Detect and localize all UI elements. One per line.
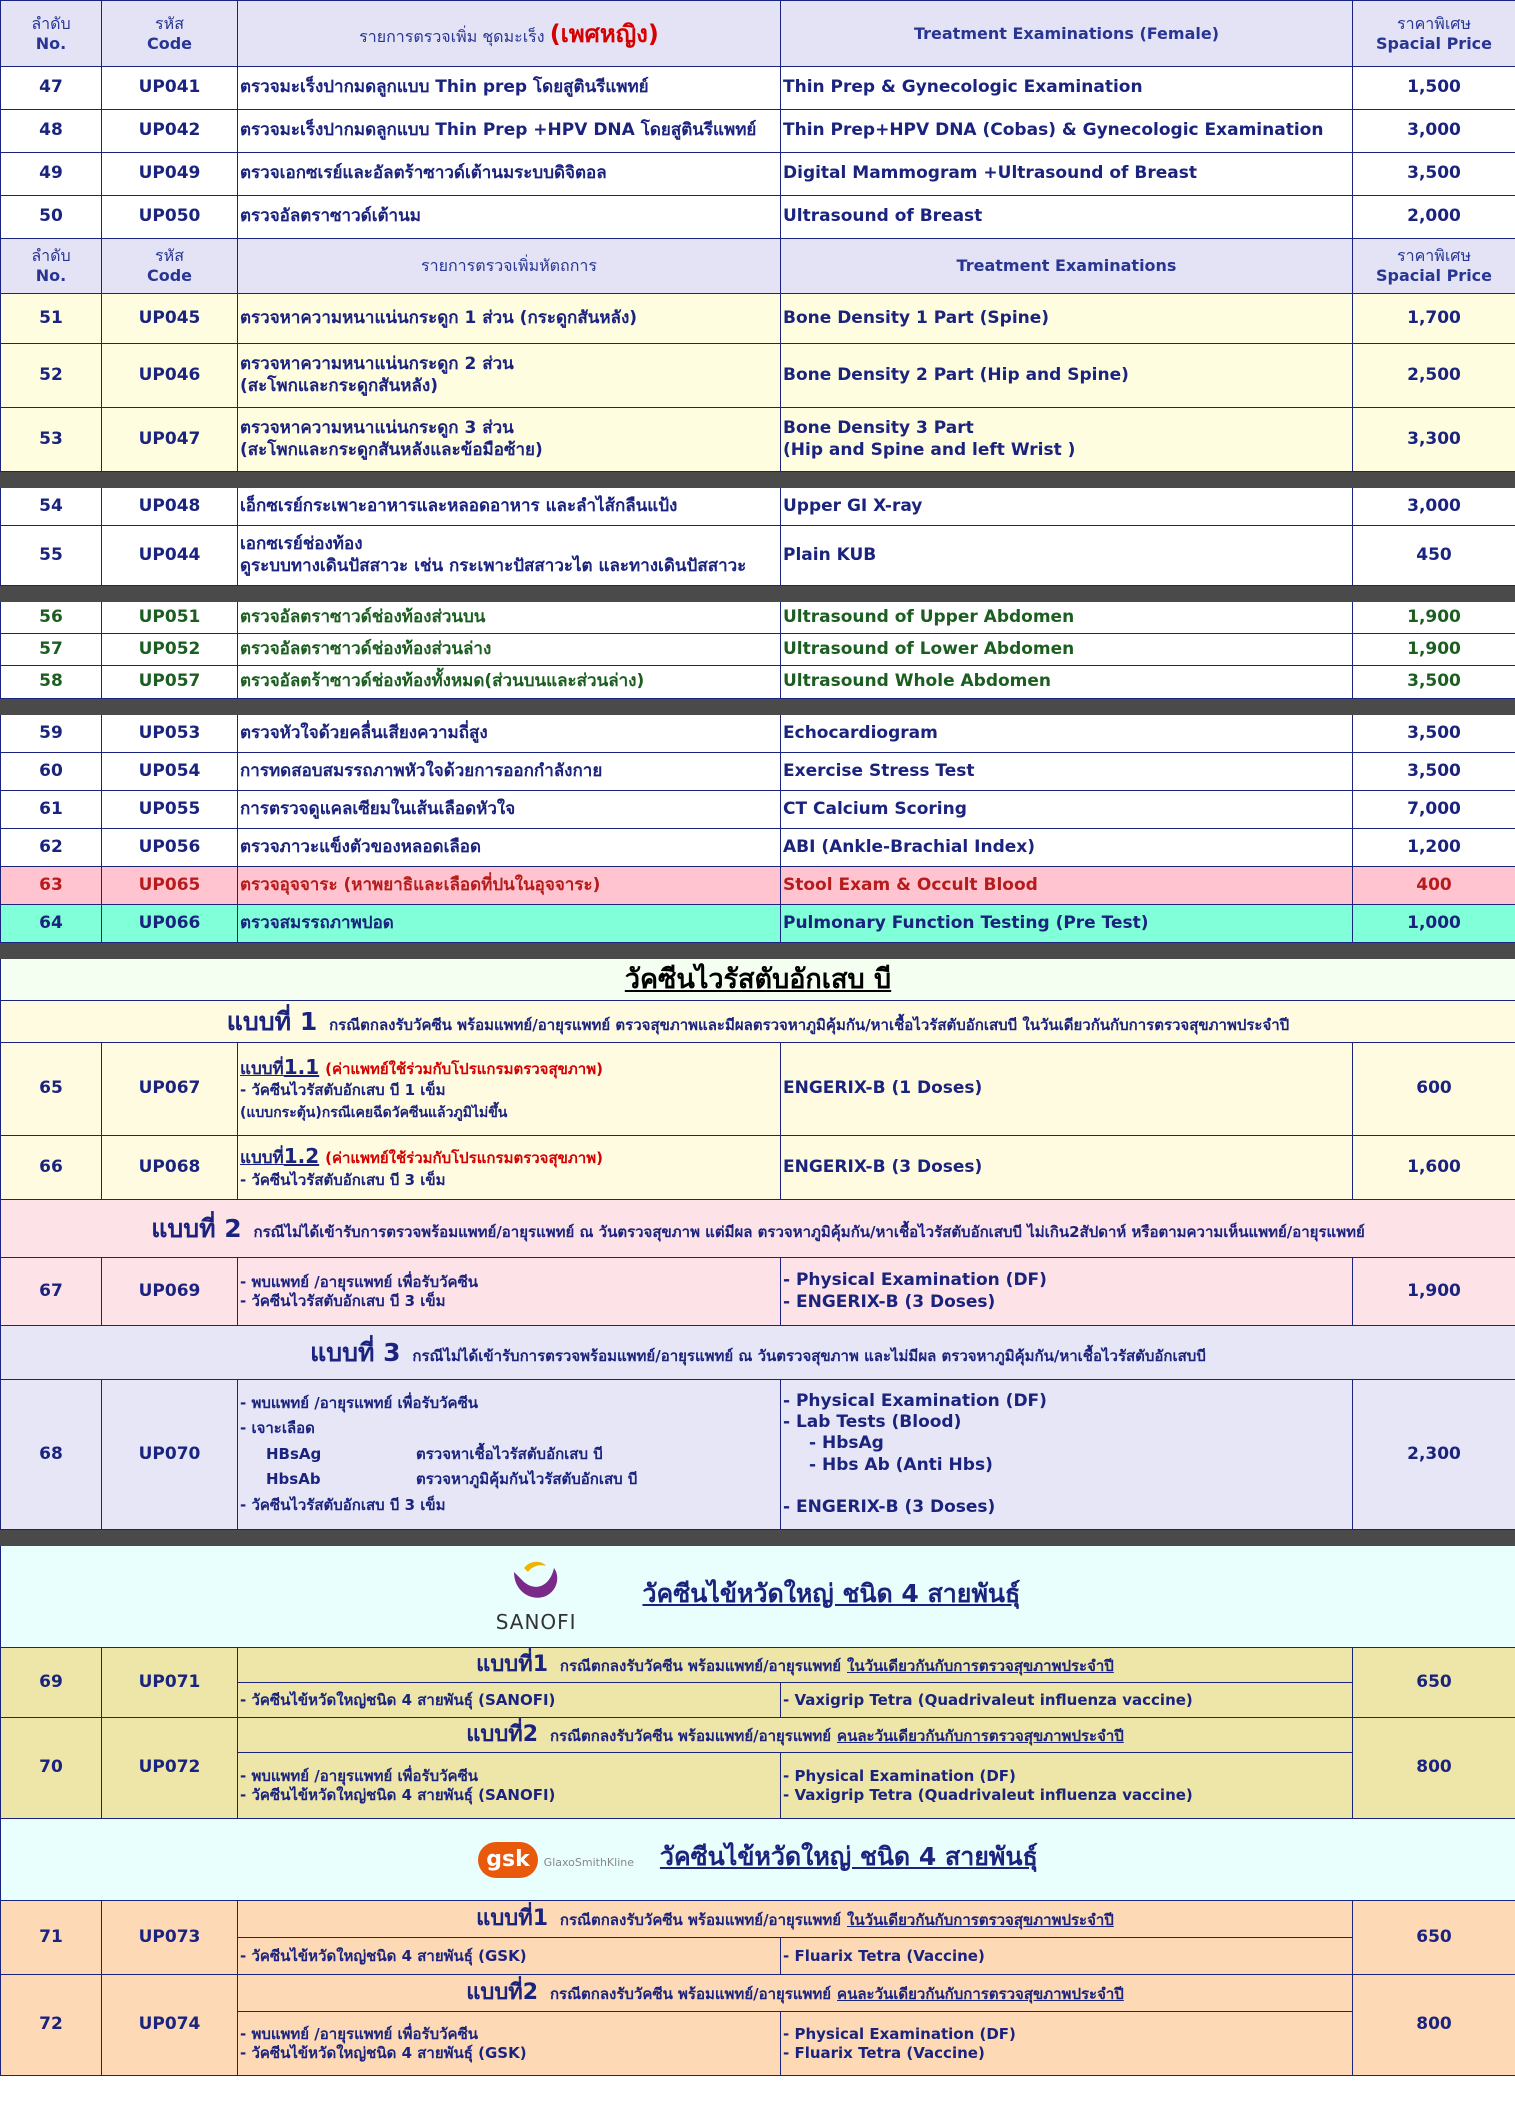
table-cell: - Physical Examination (DF) - ENGERIX-B (3 Doses) (781, 1258, 1353, 1326)
table-cell: Ultrasound of Breast (781, 196, 1353, 239)
table-cell: Bone Density 3 Part (Hip and Spine and left Wrist ) (781, 408, 1353, 472)
table-cell: 400 (1353, 867, 1515, 905)
flu-gsk-title-row (1, 1819, 1515, 1901)
female-label: (เพศหญิง) (549, 19, 659, 48)
hepb-plan3-row (1, 1326, 1515, 1380)
table-cell: 65 (1, 1043, 102, 1136)
table-cell: การทดสอบสมรรถภาพหัวใจด้วยการออกกำลังกาย (238, 753, 781, 791)
table-cell: - Fluarix Tetra (Vaccine) (781, 1938, 1353, 1975)
flu-sanofi-title-row (1, 1546, 1515, 1648)
table-cell: การตรวจดูแคลเซียมในเส้นเลือดหัวใจ (238, 791, 781, 829)
table-row (1, 344, 1515, 408)
header-code: รหัส Code (102, 1, 238, 67)
table-cell: ตรวจหาความหนาแน่นกระดูก 2 ส่วน (สะโพกและกระดูกสันหลัง) (238, 344, 781, 408)
header-price: ราคาพิเศษ Spacial Price (1353, 239, 1515, 294)
table-cell: UP066 (102, 905, 238, 943)
table-cell (1, 472, 1515, 488)
header-no: ลำดับ No. (1, 239, 102, 294)
header-treatment: Treatment Examinations (Female) (781, 1, 1353, 67)
table-cell (1, 586, 1515, 602)
table-cell: 1,900 (1353, 602, 1515, 634)
table-row (1, 196, 1515, 239)
table-cell (1, 959, 1515, 1001)
table-cell (1, 1546, 1515, 1648)
table-row (1, 488, 1515, 526)
table-row (1, 1975, 1515, 2012)
table-cell: ตรวจอัลตร้าซาวด์ช่องท้องทั้งหมด(ส่วนบนและส่วนล่าง) (238, 666, 781, 699)
table-cell: UP050 (102, 196, 238, 239)
table-cell: 2,500 (1353, 344, 1515, 408)
gsk-logo: gsk GlaxoSmithKline (478, 1842, 634, 1878)
table-cell: 68 (1, 1380, 102, 1530)
table-cell: Ultrasound of Upper Abdomen (781, 602, 1353, 634)
table-row (1, 602, 1515, 634)
table-cell: ตรวจอัลตราซาวด์ช่องท้องส่วนล่าง (238, 634, 781, 666)
table-row (1, 753, 1515, 791)
table-row (1, 1380, 1515, 1530)
table-cell: UP071 (102, 1648, 238, 1718)
table-row (1, 1901, 1515, 1938)
separator (1, 586, 1515, 602)
table-cell: UP044 (102, 526, 238, 586)
hepb-section-title-row (1, 959, 1515, 1001)
table-row (1, 294, 1515, 344)
table-cell: 2,000 (1353, 196, 1515, 239)
table-row (1, 1043, 1515, 1136)
table-cell: UP069 (102, 1258, 238, 1326)
table-cell: UP074 (102, 1975, 238, 2076)
table-cell (1, 1530, 1515, 1546)
table-cell: ตรวจสมรรถภาพปอด (238, 905, 781, 943)
table-cell: แบบที่2 กรณีตกลงรับวัคซีน พร้อมแพทย์/อายุรแพทย์ คนละวันเดียวกันกับการตรวจสุขภาพประจำปี (238, 1718, 1353, 1753)
table-cell: แบบที่1.1 (ค่าแพทย์ใช้ร่วมกับโปรแกรมตรวจสุขภาพ) - วัคซีนไวรัสตับอักเสบ บี 1 เข็ม (แบบกระตุ้น)กรณีเคยฉีดวัคซีนแล้วภูมิไม่ขึ้น (238, 1043, 781, 1136)
table-cell: - Physical Examination (DF) - Lab Tests (Blood) - HbsAg - Hbs Ab (Anti Hbs) - ENGERIX-B (3 Doses) (781, 1380, 1353, 1530)
table-cell: 2,300 (1353, 1380, 1515, 1530)
table-row (1, 634, 1515, 666)
table-cell: Bone Density 1 Part (Spine) (781, 294, 1353, 344)
table-row (1, 526, 1515, 586)
table-cell (1, 943, 1515, 959)
table-cell: ตรวจมะเร็งปากมดลูกแบบ Thin Prep +HPV DNA โดยสูตินรีแพทย์ (238, 110, 781, 153)
table-cell: 51 (1, 294, 102, 344)
table-cell: Ultrasound of Lower Abdomen (781, 634, 1353, 666)
table-cell: UP046 (102, 344, 238, 408)
table-cell: - วัคซีนไข้หวัดใหญ่ชนิด 4 สายพันธุ์ (GSK) (238, 1938, 781, 1975)
table-cell: - Vaxigrip Tetra (Quadrivaleut influenza vaccine) (781, 1683, 1353, 1718)
table-cell: แบบที่1 กรณีตกลงรับวัคซีน พร้อมแพทย์/อายุรแพทย์ ในวันเดียวกันกับการตรวจสุขภาพประจำปี (238, 1901, 1353, 1938)
table-row (1, 1648, 1515, 1683)
table-cell: UP057 (102, 666, 238, 699)
table-cell: 71 (1, 1901, 102, 1975)
table-row (1, 867, 1515, 905)
header-treatment: Treatment Examinations (781, 239, 1353, 294)
table-cell: 7,000 (1353, 791, 1515, 829)
table-cell: UP067 (102, 1043, 238, 1136)
table-cell: UP070 (102, 1380, 238, 1530)
flu-sanofi-title: วัคซีนไข้หวัดใหญ่ ชนิด 4 สายพันธุ์ (642, 1578, 1021, 1608)
table-cell: ตรวจอุจจาระ (หาพยาธิและเลือดที่ปนในอุจจาระ) (238, 867, 781, 905)
table-cell: แบบที่ 3 กรณีไม่ได้เข้ารับการตรวจพร้อมแพทย์/อายุรแพทย์ ณ วันตรวจสุขภาพ และไม่มีผล ตรวจหาภูมิคุ้มกัน/หาเชื้อไวรัสตับอักเสบบี (1, 1326, 1515, 1380)
table-cell: UP047 (102, 408, 238, 472)
table-cell: 3,500 (1353, 666, 1515, 699)
table-cell: Plain KUB (781, 526, 1353, 586)
hepb-plan1-row (1, 1001, 1515, 1043)
table-cell: 56 (1, 602, 102, 634)
table-cell: Ultrasound Whole Abdomen (781, 666, 1353, 699)
table-cell: 63 (1, 867, 102, 905)
table-cell: 70 (1, 1718, 102, 1819)
header-item: รายการตรวจเพิ่มหัตถการ (238, 239, 781, 294)
table-cell: 3,000 (1353, 110, 1515, 153)
table-cell: - Physical Examination (DF) - Vaxigrip Tetra (Quadrivaleut influenza vaccine) (781, 1753, 1353, 1819)
table-cell: 1,000 (1353, 905, 1515, 943)
table-cell: Echocardiogram (781, 715, 1353, 753)
table-row (1, 1136, 1515, 1200)
table-cell: ABI (Ankle-Brachial Index) (781, 829, 1353, 867)
table-cell: UP045 (102, 294, 238, 344)
table-cell: ตรวจมะเร็งปากมดลูกแบบ Thin prep โดยสูตินรีแพทย์ (238, 67, 781, 110)
table-row (1, 110, 1515, 153)
table-cell: 64 (1, 905, 102, 943)
table-cell: ตรวจหัวใจด้วยคลื่นเสียงความถี่สูง (238, 715, 781, 753)
hepb-plan2-row (1, 1200, 1515, 1258)
table-cell: 59 (1, 715, 102, 753)
table-cell: UP042 (102, 110, 238, 153)
table-cell: ENGERIX-B (1 Doses) (781, 1043, 1353, 1136)
table-cell: UP072 (102, 1718, 238, 1819)
table-cell: แบบที่ 2 กรณีไม่ได้เข้ารับการตรวจพร้อมแพทย์/อายุรแพทย์ ณ วันตรวจสุขภาพ แต่มีผล ตรวจหาภูมิคุ้มกัน/หาเชื้อไวรัสตับอักเสบบี ไม่เกิน2สัปดาห์ หรือตามความเห็นแพทย์/อายุรแพทย์ (1, 1200, 1515, 1258)
table-row (1, 666, 1515, 699)
table-cell: ตรวจหาความหนาแน่นกระดูก 1 ส่วน (กระดูกสันหลัง) (238, 294, 781, 344)
table-cell: ตรวจเอกซเรย์และอัลตร้าซาวด์เต้านมระบบดิจิตอล (238, 153, 781, 196)
table-cell: 1,200 (1353, 829, 1515, 867)
table-row (1, 67, 1515, 110)
table-cell: 50 (1, 196, 102, 239)
table-cell: 57 (1, 634, 102, 666)
table-cell: 800 (1353, 1718, 1515, 1819)
table-row (1, 791, 1515, 829)
table-cell: ตรวจหาความหนาแน่นกระดูก 3 ส่วน (สะโพกและกระดูกสันหลังและข้อมือซ้าย) (238, 408, 781, 472)
table-cell: Upper GI X-ray (781, 488, 1353, 526)
table-cell: UP073 (102, 1901, 238, 1975)
table-cell: 69 (1, 1648, 102, 1718)
table-cell: Thin Prep & Gynecologic Examination (781, 67, 1353, 110)
hepb-title: วัคซีนไวรัสตับอักเสบ บี (624, 963, 892, 995)
header-price: ราคาพิเศษ Spacial Price (1353, 1, 1515, 67)
table-cell: UP052 (102, 634, 238, 666)
table-cell: - วัคซีนไข้หวัดใหญ่ชนิด 4 สายพันธุ์ (SANOFI) (238, 1683, 781, 1718)
table-cell: 650 (1353, 1901, 1515, 1975)
table-cell: 54 (1, 488, 102, 526)
sanofi-logo: SANOFI (496, 1558, 577, 1636)
table-header-procedures (1, 239, 1515, 294)
table-cell: - Physical Examination (DF) - Fluarix Tetra (Vaccine) (781, 2012, 1353, 2076)
table-cell: 62 (1, 829, 102, 867)
separator (1, 699, 1515, 715)
table-cell: 3,500 (1353, 715, 1515, 753)
separator (1, 943, 1515, 959)
table-cell: 1,900 (1353, 1258, 1515, 1326)
table-cell: UP055 (102, 791, 238, 829)
table-row (1, 905, 1515, 943)
table-row (1, 829, 1515, 867)
table-cell: 58 (1, 666, 102, 699)
table-cell: 61 (1, 791, 102, 829)
table-cell: 3,000 (1353, 488, 1515, 526)
table-cell: เอ็กซเรย์กระเพาะอาหารและหลอดอาหาร และลำไส้กลืนแป้ง (238, 488, 781, 526)
table-cell: Digital Mammogram +Ultrasound of Breast (781, 153, 1353, 196)
table-cell: แบบที่2 กรณีตกลงรับวัคซีน พร้อมแพทย์/อายุรแพทย์ คนละวันเดียวกันกับการตรวจสุขภาพประจำปี (238, 1975, 1353, 2012)
table-cell: - พบแพทย์ /อายุรแพทย์ เพื่อรับวัคซีน - เจาะเลือด HBsAg ตรวจหาเชื้อไวรัสตับอักเสบ บี HbsAb ตรวจหาภูมิคุ้มกันไวรัสตับอักเสบ บี - วัคซีนไวรัสตับอักเสบ บี 3 เข็ม (238, 1380, 781, 1530)
sanofi-emblem-icon (510, 1558, 562, 1604)
table-cell: 800 (1353, 1975, 1515, 2076)
table-cell: 47 (1, 67, 102, 110)
table-cell: Pulmonary Function Testing (Pre Test) (781, 905, 1353, 943)
separator (1, 1530, 1515, 1546)
table-cell: 1,500 (1353, 67, 1515, 110)
table-cell: ตรวจภาวะแข็งตัวของหลอดเลือด (238, 829, 781, 867)
table-cell: UP053 (102, 715, 238, 753)
table-cell: แบบที่1.2 (ค่าแพทย์ใช้ร่วมกับโปรแกรมตรวจสุขภาพ) - วัคซีนไวรัสตับอักเสบ บี 3 เข็ม (238, 1136, 781, 1200)
table-row (1, 1718, 1515, 1753)
table-cell: UP065 (102, 867, 238, 905)
flu-gsk-title: วัคซีนไข้หวัดใหญ่ ชนิด 4 สายพันธุ์ (659, 1842, 1038, 1872)
table-cell: Thin Prep+HPV DNA (Cobas) & Gynecologic Examination (781, 110, 1353, 153)
table-row (1, 1258, 1515, 1326)
header-item: รายการตรวจเพิ่ม ชุดมะเร็ง (เพศหญิง) (238, 1, 781, 67)
table-cell: 60 (1, 753, 102, 791)
table-cell: UP051 (102, 602, 238, 634)
table-row (1, 153, 1515, 196)
table-cell: 48 (1, 110, 102, 153)
table-cell: Bone Density 2 Part (Hip and Spine) (781, 344, 1353, 408)
table-cell: แบบที่ 1 กรณีตกลงรับวัคซีน พร้อมแพทย์/อายุรแพทย์ ตรวจสุขภาพและมีผลตรวจหาภูมิคุ้มกัน/หาเชื้อไวรัสตับอักเสบบี ในวันเดียวกันกับการตรวจสุขภาพประจำปี (1, 1001, 1515, 1043)
table-cell: 67 (1, 1258, 102, 1326)
table-cell: เอกซเรย์ช่องท้อง ดูระบบทางเดินปัสสาวะ เช่น กระเพาะปัสสาวะไต และทางเดินปัสสาวะ (238, 526, 781, 586)
table-cell: แบบที่1 กรณีตกลงรับวัคซีน พร้อมแพทย์/อายุรแพทย์ ในวันเดียวกันกับการตรวจสุขภาพประจำปี (238, 1648, 1353, 1683)
table-cell: 1,700 (1353, 294, 1515, 344)
table-cell: ตรวจอัลตราซาวด์เต้านม (238, 196, 781, 239)
table-cell: UP054 (102, 753, 238, 791)
table-cell: Stool Exam & Occult Blood (781, 867, 1353, 905)
table-cell: 450 (1353, 526, 1515, 586)
table-cell: 72 (1, 1975, 102, 2076)
header-no: ลำดับ No. (1, 1, 102, 67)
table-cell: 3,300 (1353, 408, 1515, 472)
header-code: รหัส Code (102, 239, 238, 294)
table-cell: 66 (1, 1136, 102, 1200)
table-cell: 53 (1, 408, 102, 472)
table-cell: - พบแพทย์ /อายุรแพทย์ เพื่อรับวัคซีน - วัคซีนไข้หวัดใหญ่ชนิด 4 สายพันธุ์ (GSK) (238, 2012, 781, 2076)
table-cell: 1,600 (1353, 1136, 1515, 1200)
table-cell: Exercise Stress Test (781, 753, 1353, 791)
table-row (1, 715, 1515, 753)
table-cell: 650 (1353, 1648, 1515, 1718)
table-cell: UP049 (102, 153, 238, 196)
table-cell: ตรวจอัลตราซาวด์ช่องท้องส่วนบน (238, 602, 781, 634)
table-cell: 49 (1, 153, 102, 196)
table-row (1, 408, 1515, 472)
table-cell (1, 1819, 1515, 1901)
table-cell: - พบแพทย์ /อายุรแพทย์ เพื่อรับวัคซีน - วัคซีนไวรัสตับอักเสบ บี 3 เข็ม (238, 1258, 781, 1326)
table-cell: UP041 (102, 67, 238, 110)
table-cell: 55 (1, 526, 102, 586)
table-cell: CT Calcium Scoring (781, 791, 1353, 829)
table-cell: ENGERIX-B (3 Doses) (781, 1136, 1353, 1200)
table-cell: 3,500 (1353, 153, 1515, 196)
separator (1, 472, 1515, 488)
table-header-female (1, 1, 1515, 67)
table-cell: 1,900 (1353, 634, 1515, 666)
table-cell (1, 699, 1515, 715)
table-cell: UP056 (102, 829, 238, 867)
table-cell: 3,500 (1353, 753, 1515, 791)
table-cell: UP048 (102, 488, 238, 526)
table-cell: 52 (1, 344, 102, 408)
table-cell: 600 (1353, 1043, 1515, 1136)
table-cell: UP068 (102, 1136, 238, 1200)
table-cell: - พบแพทย์ /อายุรแพทย์ เพื่อรับวัคซีน - วัคซีนไข้หวัดใหญ่ชนิด 4 สายพันธุ์ (SANOFI) (238, 1753, 781, 1819)
